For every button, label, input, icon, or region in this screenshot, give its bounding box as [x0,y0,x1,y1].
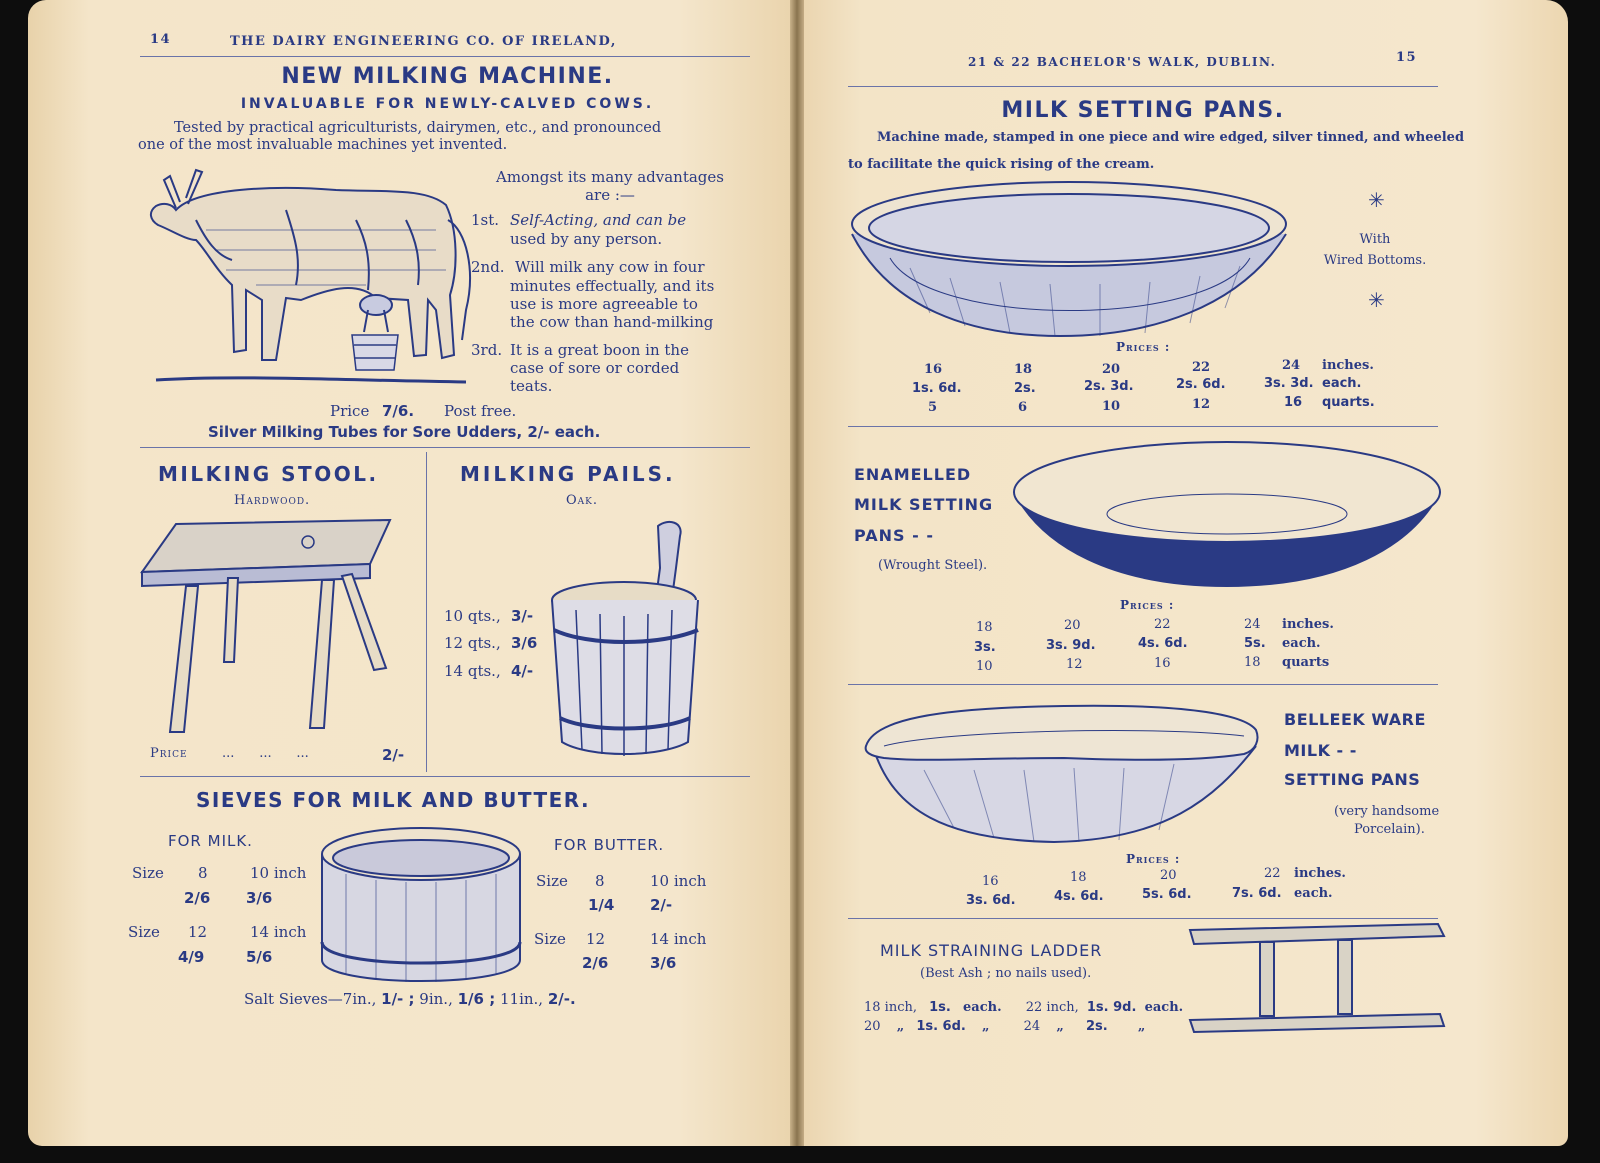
ladder-r2-price: 1s. 6d. [916,1019,966,1034]
post-free: Post free. [444,402,517,420]
bl-price-1: 3s. 6d. [966,893,1016,908]
milk-size-label-1: Size [132,864,164,882]
price-value: 7/6. [382,402,415,420]
sp-size-1: 16 [924,362,943,377]
right-rule-3 [848,918,1438,919]
intro-line-2: one of the most invaluable machines yet invented. [138,137,508,153]
sp-price-3: 2s. 3d. [1084,379,1134,394]
en-quart-3: 16 [1154,656,1171,671]
stool-price-dots: ... ... ... [222,746,309,761]
ladder-row-2 [864,1019,1145,1034]
point-1-number: 1st. [471,211,500,229]
sp-unit-quarts: quarts. [1322,395,1375,410]
sp-quart-3: 10 [1102,399,1121,414]
advantages-line-2: are :— [585,186,635,204]
pail-size-3: 14 qts., [444,662,501,680]
setting-pan-illustration [850,178,1290,338]
point-3-line-3: teats. [510,377,553,395]
point-3-line-2: case of sore or corded [510,359,680,377]
sp-unit-inches: inches. [1322,358,1374,373]
milk-size-8: 8 [198,864,208,882]
bl-size-2: 18 [1070,870,1087,885]
for-milk-heading: FOR MILK. [168,832,253,850]
ladder-r2-ditto1: „ [896,1019,905,1034]
ladder-illustration [1188,922,1448,1037]
butter-size-8: 8 [595,872,605,890]
point-2-line-2: minutes effectually, and its [510,277,715,295]
en-price-1: 3s. [974,640,996,655]
ladder-r2-ditto3: „ [1056,1019,1064,1034]
running-head-right: 21 & 22 BACHELOR'S WALK, DUBLIN. [968,55,1277,69]
ladder-r2-ditto2: „ [982,1019,990,1034]
en-price-3: 4s. 6d. [1138,636,1188,651]
belleek-note-2: Porcelain). [1354,822,1425,837]
bl-price-3: 5s. 6d. [1142,887,1192,902]
milk-price-14: 5/6 [246,948,273,966]
bl-size-4: 22 [1264,866,1281,881]
sp-size-2: 18 [1014,362,1033,377]
milk-price-12: 4/9 [178,948,205,966]
belleek-note-1: (very handsome [1334,804,1440,819]
butter-price-8: 1/4 [588,896,615,914]
milking-machine-subtitle: INVALUABLE FOR NEWLY-CALVED COWS. [240,96,655,112]
stool-title: MILKING STOOL. [158,462,379,486]
sieve-illustration [316,824,526,994]
sp-size-5: 24 [1282,358,1301,373]
advantages-line-1: Amongst its many advantages [496,168,724,186]
ladder-r1-size: 18 inch, [864,1000,917,1015]
pail-size-2: 12 qts., [444,634,501,652]
bl-unit-each: each. [1294,886,1333,901]
intro-line-1: Tested by practical agriculturists, dairymen, etc., and pronounced [174,120,662,136]
butter-price-10: 2/- [650,896,673,914]
ladder-row-1 [864,1000,1183,1015]
wired-note-2: Wired Bottoms. [1323,253,1427,268]
salt-label: Salt Sieves—7in., [244,990,377,1008]
en-quart-4: 18 [1244,655,1261,670]
ladder-r1-each2: each. [1144,1000,1184,1015]
sp-quart-4: 12 [1192,397,1211,412]
point-3-number: 3rd. [471,341,503,359]
stool-price: 2/- [382,746,405,764]
sp-size-4: 22 [1192,360,1211,375]
en-size-4: 24 [1244,617,1261,632]
en-unit-inches: inches. [1282,617,1334,632]
sp-price-2: 2s. [1014,381,1036,396]
milk-size-label-2: Size [128,923,160,941]
setting-pans-desc-2: to facilitate the quick rising of the cream. [848,157,1155,172]
bl-size-3: 20 [1160,868,1177,883]
salt-price-11: 2/-. [547,990,576,1008]
ladder-r1-each: each. [963,1000,1002,1015]
milk-size-12: 12 [188,923,208,941]
point-2-line-3: use is more agreeable to [510,295,698,313]
bl-size-1: 16 [982,874,999,889]
pail-price-1: 3/- [511,607,534,625]
stool-price-label: Price [150,746,188,761]
ladder-title: MILK STRAINING LADDER [880,941,1103,960]
pails-material: Oak. [566,493,599,508]
setting-prices-label: Prices : [1116,340,1171,354]
sp-size-3: 20 [1102,362,1121,377]
milking-machine-title: NEW MILKING MACHINE. [281,64,614,89]
ladder-subtitle: (Best Ash ; no nails used). [920,966,1092,981]
belleek-title-3: SETTING PANS [1284,770,1421,789]
right-rule-2 [848,684,1438,685]
bl-price-2: 4s. 6d. [1054,889,1104,904]
enamelled-title-2: MILK SETTING [854,495,994,514]
point-2-number: 2nd. [471,258,505,276]
right-page [800,0,1568,1146]
ladder-r1-price: 1s. [929,1000,951,1015]
ladder-r2-ditto4: „ [1137,1019,1146,1034]
pail-size-1: 10 qts., [444,607,501,625]
en-quart-2: 12 [1066,657,1083,672]
ladder-r1-price2: 1s. 9d. [1086,1000,1137,1015]
en-size-1: 18 [976,620,993,635]
point-1-line-1: Self-Acting, and can be [510,211,687,229]
enamelled-pan-illustration [1012,436,1442,596]
ladder-r2-size2: 24 [1023,1019,1041,1034]
sp-price-4: 2s. 6d. [1176,377,1226,392]
enamelled-material: (Wrought Steel). [878,558,988,573]
sp-unit-each: each. [1322,376,1362,391]
for-butter-heading: FOR BUTTER. [554,836,665,854]
stool-material: Hardwood. [234,493,311,508]
milk-price-10: 3/6 [246,889,273,907]
point-1-line-2: used by any person. [510,230,663,248]
pail-price-2: 3/6 [511,634,538,652]
point-3-line-1: It is a great boon in the [510,341,689,359]
sp-quart-1: 5 [928,400,938,415]
page-number-left: 14 [150,32,172,47]
sp-price-1: 1s. 6d. [912,381,962,396]
butter-size-label-2: Size [534,930,566,948]
milk-size-10: 10 inch [250,864,307,882]
section-rule-2 [140,776,750,777]
salt-sieves-line [244,990,576,1008]
ladder-r2-price2: 2s. [1085,1019,1108,1034]
setting-pans-desc-1: Machine made, stamped in one piece and wire edged, silver tinned, and wheeled [877,130,1465,145]
pails-title: MILKING PAILS. [460,462,676,486]
en-unit-each: each. [1282,636,1321,651]
en-quart-1: 10 [976,659,993,674]
bl-unit-inches: inches. [1294,866,1346,881]
en-price-4: 5s. [1244,636,1266,651]
belleek-pan-illustration [864,700,1264,850]
salt-price-9: 1/6 ; [457,990,496,1008]
butter-size-label-1: Size [536,872,568,890]
book-gutter [790,0,804,1146]
stool-illustration [140,518,410,738]
header-rule [140,56,750,57]
pail-price-3: 4/- [511,662,534,680]
butter-price-14: 3/6 [650,954,677,972]
sp-price-5: 3s. 3d. [1264,376,1314,391]
asterisk-icon-bottom: ✳ [1368,288,1385,312]
milk-size-14: 14 inch [250,923,307,941]
setting-pans-title: MILK SETTING PANS. [1001,98,1285,123]
belleek-title-2: MILK - - [1284,741,1357,760]
point-2-line-4: the cow than hand-milking [510,313,714,331]
butter-price-12: 2/6 [582,954,609,972]
ladder-r2-size: 20 [864,1019,881,1034]
sieves-title: SIEVES FOR MILK AND BUTTER. [196,788,591,812]
cow-illustration [136,160,476,400]
bl-price-4: 7s. 6d. [1232,886,1282,901]
salt-size-11: 11in., [499,990,544,1008]
wired-note-1: With [1359,232,1391,247]
right-rule-1 [848,426,1438,427]
butter-size-12: 12 [586,930,606,948]
salt-size-9: 9in., [419,990,453,1008]
header-rule-right [848,86,1438,87]
left-page [28,0,793,1146]
running-head-left: THE DAIRY ENGINEERING CO. OF IRELAND, [230,34,617,49]
point-2-line-1: Will milk any cow in four [515,258,705,276]
enamelled-title-3: PANS - - [854,526,934,545]
sp-quart-5: 16 [1284,395,1303,410]
price-label: Price [330,402,370,420]
en-size-3: 22 [1154,617,1171,632]
butter-size-10: 10 inch [650,872,707,890]
silver-tubes: Silver Milking Tubes for Sore Udders, 2/- each. [208,423,601,441]
enamelled-title-1: ENAMELLED [854,465,972,484]
asterisk-icon-top: ✳ [1368,188,1385,212]
sp-quart-2: 6 [1018,400,1028,415]
salt-price-7: 1/- ; [381,990,415,1008]
section-rule-1 [140,447,750,448]
milk-price-8: 2/6 [184,889,211,907]
pail-illustration [548,518,708,763]
en-price-2: 3s. 9d. [1046,638,1096,653]
belleek-prices-label: Prices : [1126,852,1181,866]
en-unit-quarts: quarts [1282,655,1330,670]
page-number-right: 15 [1396,50,1418,65]
butter-size-14: 14 inch [650,930,707,948]
ladder-r1-size2: 22 inch, [1025,1000,1079,1015]
en-size-2: 20 [1064,618,1081,633]
enamelled-prices-label: Prices : [1120,598,1175,612]
belleek-title-1: BELLEEK WARE [1284,710,1426,729]
column-divider [426,452,427,772]
